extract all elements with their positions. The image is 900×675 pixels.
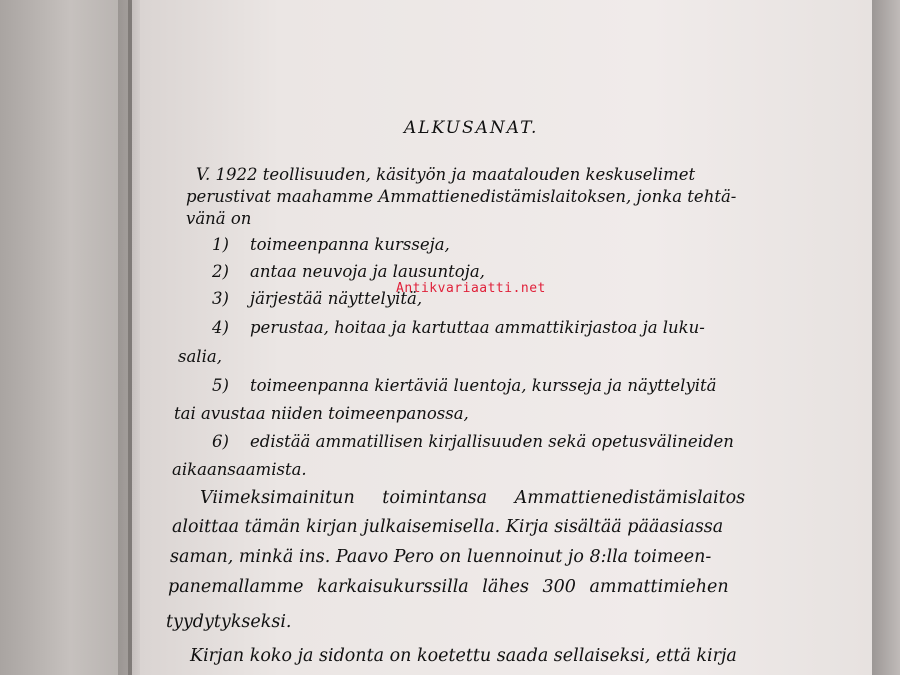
list-item-text: antaa neuvoja ja lausuntoja, [250,262,485,281]
para2-line4: panemallamme karkaisukurssilla lähes 300 ammattimiehen [168,577,729,597]
right-edge [872,0,900,675]
list-item-6 [212,432,734,451]
list-item-text: edistää ammatillisen kirjallisuuden sekä opetusvälineiden [250,432,734,451]
para1-line1: V. 1922 teollisuuden, käsityön ja maatalouden keskuselimet [196,165,696,184]
para1-line2: perustivat maahamme Ammattienedistämislaitoksen, jonka tehtä- [186,187,737,206]
list-item-number: 2) [212,262,229,281]
list-item-text: toimeenpanna kiertäviä luentoja, kursseja ja näyttelyitä [250,376,717,395]
watermark: Antikvariaatti.net [396,281,546,296]
para2-line1: Viimeksimainitun toimintansa Ammattienedistämislaitos [200,488,746,508]
book-gutter [118,0,140,675]
list-item-number: 1) [212,235,229,254]
list-item-2 [212,262,485,281]
left-page [0,0,128,675]
para3-line1: Kirjan koko ja sidonta on koetettu saada sellaiseksi, että kirja [190,646,737,666]
list-item-3 [212,289,422,308]
para2-line3: saman, minkä ins. Paavo Pero on luennoinut jo 8:lla toimeen- [170,547,712,567]
list-item-number: 4) [212,318,229,337]
list-item-6-cont: aikaansaamista. [172,460,307,479]
list-item-number: 6) [212,432,229,451]
heading: ALKUSANAT. [404,118,539,138]
para1-line3: vänä on [186,209,252,228]
para2-line2: aloittaa tämän kirjan julkaisemisella. Kirja sisältää pääasiassa [172,517,724,537]
list-item-text: toimeenpanna kursseja, [250,235,450,254]
book-page [132,0,872,675]
list-item-5-cont: tai avustaa niiden toimeenpanossa, [174,404,469,423]
list-item-text: perustaa, hoitaa ja kartuttaa ammattikirjastoa ja luku- [250,318,705,337]
list-item-text: järjestää näyttelyitä, [250,289,423,308]
para2-line5: tyydytykseksi. [166,612,292,632]
list-item-1 [212,235,450,254]
list-item-4 [212,318,705,337]
list-item-5 [212,376,717,395]
list-item-number: 3) [212,289,229,308]
list-item-4-cont: salia, [178,347,222,366]
list-item-number: 5) [212,376,229,395]
